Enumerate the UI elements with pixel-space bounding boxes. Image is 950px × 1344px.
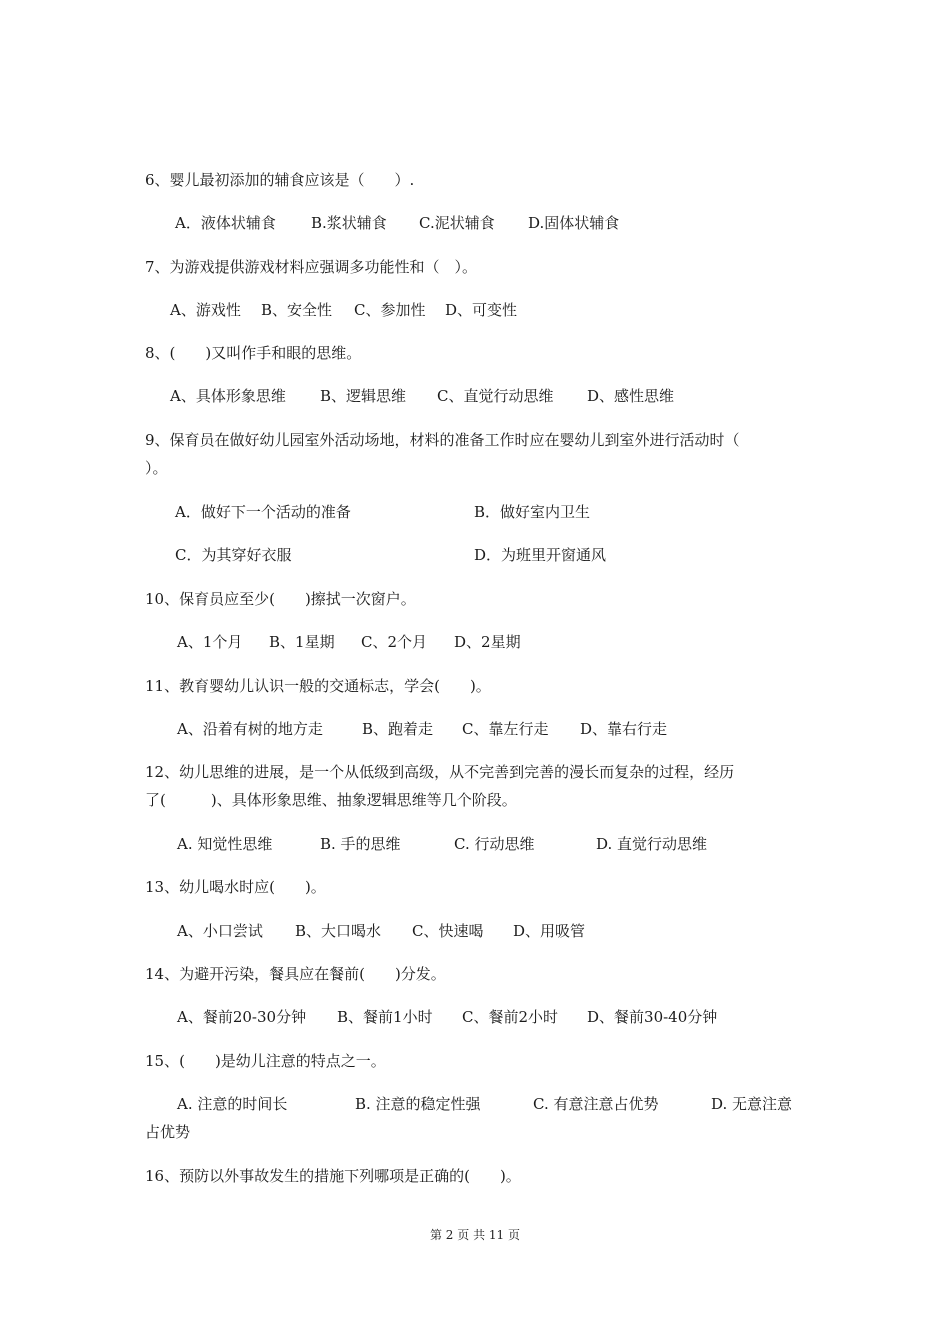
question-7-option-b: B、安全性 (261, 301, 333, 319)
question-8-option-c: C、直觉行动思维 (437, 387, 554, 405)
question-15-option-b: B. 注意的稳定性强 (355, 1095, 481, 1113)
question-16-stem: 16、预防以外事故发生的措施下列哪项是正确的( )。 (145, 1167, 521, 1185)
question-7-stem: 7、为游戏提供游戏材料应强调多功能性和（ ）。 (145, 258, 478, 276)
question-15-option-a: A. 注意的时间长 (177, 1095, 288, 1113)
question-11-stem: 11、教育婴幼儿认识一般的交通标志，学会( )。 (145, 677, 491, 695)
question-9-option-c: C．为其穿好衣服 (175, 546, 292, 564)
question-14-option-a: A、餐前20-30分钟 (177, 1008, 307, 1026)
question-13-stem: 13、幼儿喝水时应( )。 (145, 878, 326, 896)
footer-suffix: 页 (508, 1228, 521, 1242)
question-11-option-a: A、沿着有树的地方走 (177, 720, 323, 738)
question-12-option-b: B. 手的思维 (320, 835, 401, 853)
question-15-stem: 15、( )是幼儿注意的特点之一。 (145, 1052, 386, 1070)
question-14-stem: 14、为避开污染，餐具应在餐前( )分发。 (145, 965, 446, 983)
question-8-option-d: D、感性思维 (587, 387, 675, 405)
footer-total-pages: 11 (488, 1228, 505, 1242)
footer-prefix: 第 (429, 1228, 442, 1242)
question-12-stem-line1: 12、幼儿思维的进展，是一个从低级到高级，从不完善到完善的漫长而复杂的过程，经历 (145, 763, 735, 781)
footer-page-number: 2 (445, 1228, 454, 1242)
question-14-option-c: C、餐前2小时 (462, 1008, 559, 1026)
question-9-stem-line2: ）。 (145, 459, 168, 477)
question-9-option-b: B．做好室内卫生 (474, 503, 591, 521)
question-6-stem: 6、婴儿最初添加的辅食应该是（ ）. (145, 171, 415, 189)
question-9-option-a: A．做好下一个活动的准备 (175, 503, 351, 521)
question-12-stem-line2: 了( )、具体形象思维、抽象逻辑思维等几个阶段。 (145, 791, 517, 809)
question-15-option-d-continuation: 占优势 (145, 1123, 191, 1141)
question-13-option-d: D、用吸管 (513, 922, 586, 940)
question-9-stem-line1: 9、保育员在做好幼儿园室外活动场地，材料的准备工作时应在婴幼儿到室外进行活动时（ (145, 431, 740, 449)
question-13-option-b: B、大口喝水 (295, 922, 382, 940)
question-6-option-a: A．液体状辅食 (175, 214, 276, 232)
question-9-option-d: D．为班里开窗通风 (474, 546, 607, 564)
question-13-option-c: C、快速喝 (412, 922, 484, 940)
question-11-option-b: B、跑着走 (362, 720, 434, 738)
question-13-option-a: A、小口尝试 (177, 922, 263, 940)
question-10-option-b: B、1星期 (269, 633, 335, 651)
question-14-option-b: B、餐前1小时 (337, 1008, 433, 1026)
question-10-option-a: A、1个月 (177, 633, 243, 651)
question-15-option-c: C. 有意注意占优势 (533, 1095, 659, 1113)
question-8-option-b: B、逻辑思维 (320, 387, 407, 405)
page-footer (0, 1227, 950, 1243)
question-12-option-c: C. 行动思维 (454, 835, 535, 853)
question-14-option-d: D、餐前30-40分钟 (587, 1008, 718, 1026)
question-12-option-a: A. 知觉性思维 (177, 835, 273, 853)
question-7-option-c: C、参加性 (354, 301, 426, 319)
question-10-option-c: C、2个月 (361, 633, 428, 651)
question-6-option-b: B.浆状辅食 (311, 214, 387, 232)
question-15-option-d: D. 无意注意 (711, 1095, 793, 1113)
question-11-option-d: D、靠右行走 (580, 720, 668, 738)
question-10-stem: 10、保育员应至少( )擦拭一次窗户。 (145, 590, 416, 608)
question-10-option-d: D、2星期 (454, 633, 521, 651)
question-8-stem: 8、( )又叫作手和眼的思维。 (145, 344, 362, 362)
footer-middle: 页 共 (457, 1228, 486, 1242)
question-11-option-c: C、靠左行走 (462, 720, 549, 738)
question-12-option-d: D. 直觉行动思维 (596, 835, 708, 853)
question-7-option-a: A、游戏性 (170, 301, 241, 319)
question-7-option-d: D、可变性 (445, 301, 518, 319)
question-6-option-d: D.固体状辅食 (528, 214, 620, 232)
question-6-option-c: C.泥状辅食 (419, 214, 495, 232)
question-8-option-a: A、具体形象思维 (170, 387, 286, 405)
